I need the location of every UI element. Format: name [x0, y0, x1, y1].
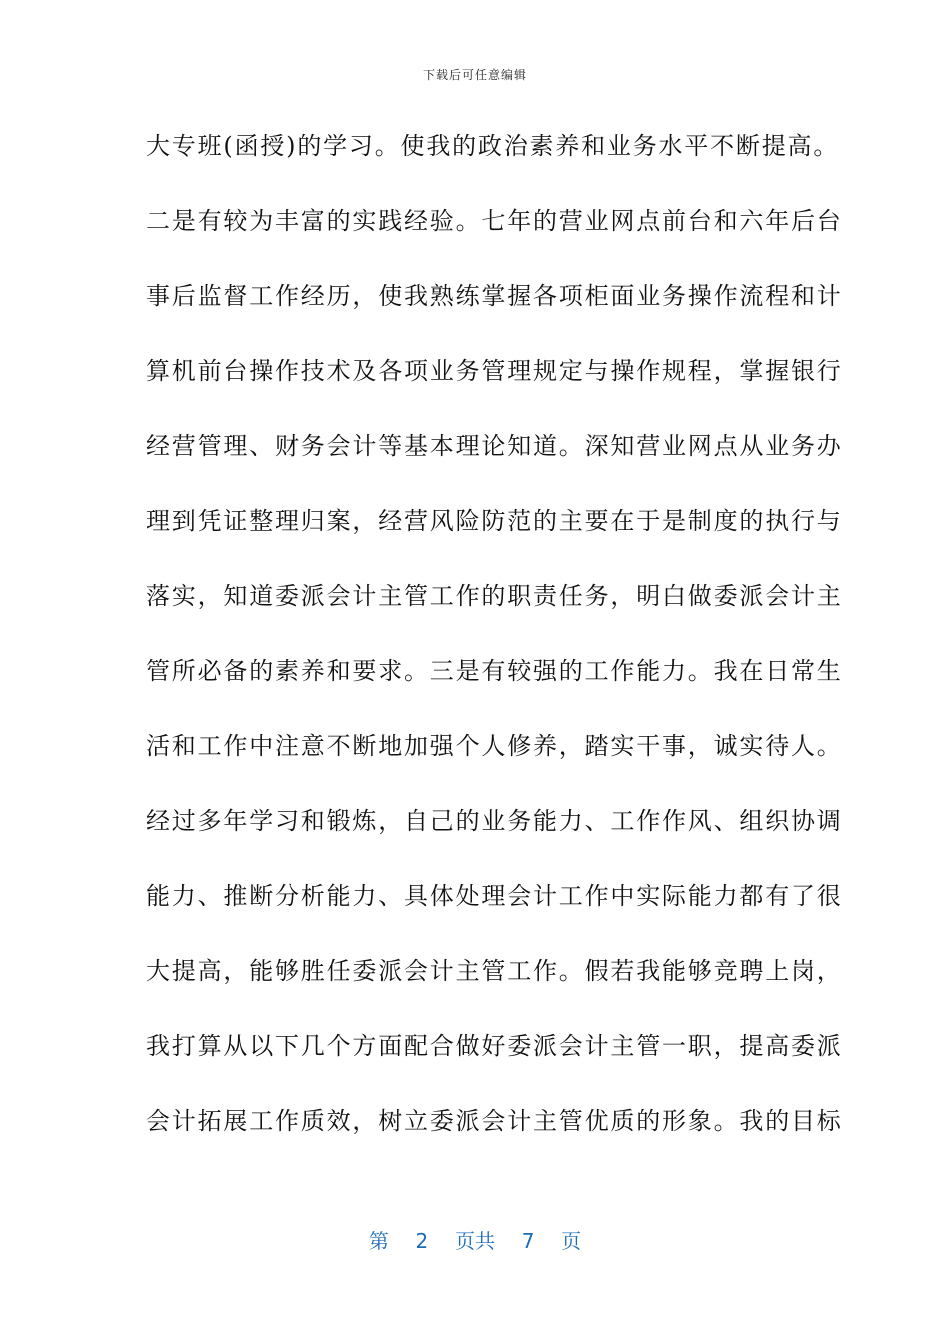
text-line: 管所必备的素养和要求。三是有较强的工作能力。我在日常生 — [146, 657, 843, 685]
text-line: 活和工作中注意不断地加强个人修养，踏实干事，诚实待人。 — [146, 732, 843, 760]
text-line: 经营管理、财务会计等基本理论知道。深知营业网点从业务办 — [146, 432, 843, 460]
text-line: 落实，知道委派会计主管工作的职责任务，明白做委派会计主 — [146, 582, 843, 610]
text-line: 大专班(函授)的学习。使我的政治素养和业务水平不断提高。 — [146, 132, 840, 160]
text-line: 算机前台操作技术及各项业务管理规定与操作规程，掌握银行 — [146, 357, 843, 385]
footer-suffix: 页 — [561, 1229, 582, 1253]
text-line: 理到凭证整理归案，经营风险防范的主要在于是制度的执行与 — [146, 507, 843, 535]
page-header: 下载后可任意编辑 — [422, 68, 527, 82]
footer-prefix: 第 — [368, 1229, 389, 1253]
current-page-number: 2 — [415, 1229, 429, 1253]
footer-middle: 页共 — [455, 1229, 495, 1253]
text-line: 能力、推断分析能力、具体处理会计工作中实际能力都有了很 — [146, 882, 843, 910]
total-pages-number: 7 — [521, 1229, 535, 1253]
document-body — [146, 123, 843, 1173]
text-line: 事后监督工作经历，使我熟练掌握各项柜面业务操作流程和计 — [146, 282, 843, 310]
text-line: 大提高，能够胜任委派会计主管工作。假若我能够竞聘上岗， — [146, 957, 843, 985]
page-number-footer — [0, 1225, 950, 1254]
text-line: 二是有较为丰富的实践经验。七年的营业网点前台和六年后台 — [146, 207, 843, 235]
text-line: 经过多年学习和锻炼，自己的业务能力、工作作风、组织协调 — [146, 807, 843, 835]
text-line: 会计拓展工作质效，树立委派会计主管优质的形象。我的目标 — [146, 1107, 843, 1135]
text-line: 我打算从以下几个方面配合做好委派会计主管一职，提高委派 — [146, 1032, 843, 1060]
